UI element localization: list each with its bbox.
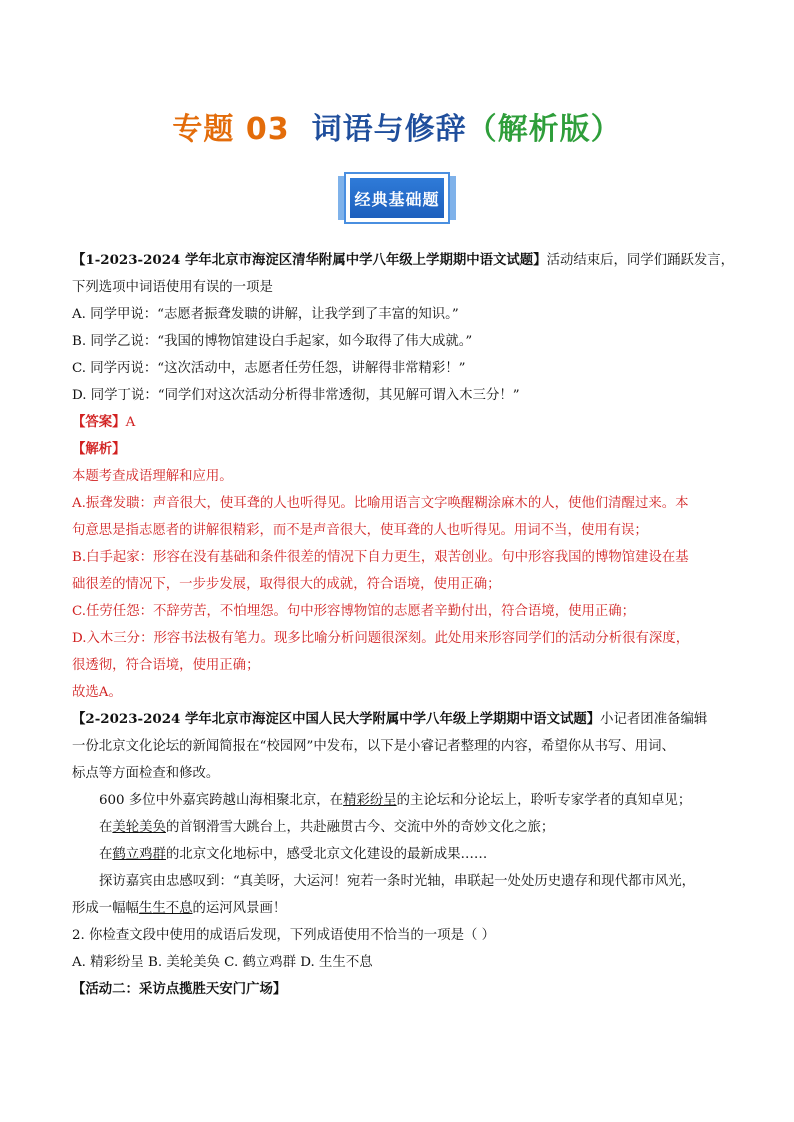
analysis-line: 础很差的情况下，一步步发展，取得很大的成就，符合语境，使用正确； [72,577,501,592]
passage-text: 形成一幅幅 [72,901,139,916]
q2-intro-b: 一份北京文化论坛的新闻简报在“校园网”中发布，以下是小睿记者整理的内容，希望你从书写、用词、 [72,739,675,754]
underlined-idiom: 精彩纷呈 [343,793,397,808]
passage-text: 在 [99,847,113,862]
analysis-label: 【解析】 [72,441,126,457]
q1-source: 【1-2023-2024 学年北京市海淀区清华附属中学八年级上学期期中语文试题】 [72,252,547,268]
analysis-conclusion: 故选A。 [72,685,122,700]
document-body [72,247,735,1003]
passage-text: 的首钢滑雪大跳台上，共赴融贯古今、交流中外的奇妙文化之旅； [165,820,555,835]
analysis-line: 很透彻，符合语境，使用正确； [72,658,260,673]
passage-paragraph-4: 探访嘉宾由忠感叹到：“真美呀，大运河！宛若一条时光轴，串联起一处处历史遗存和现代都市风光， [99,874,696,889]
analysis-line: C.任劳任怨：不辞劳苦，不怕埋怨。句中形容博物馆的志愿者辛勤付出，符合语境，使用正确； [72,604,636,619]
analysis-line: B.白手起家：形容在没有基础和条件很差的情况下自力更生，艰苦创业。句中形容我国的博物馆建设在基 [72,550,689,565]
q1-option-d: D. 同学丁说：“同学们对这次活动分析得非常透彻，其见解可谓入木三分！” [72,388,520,403]
section-badge-container [0,172,794,224]
passage-paragraph-4-cont [72,895,722,922]
q1-stem-a: 活动结束后，同学们踊跃发言， [546,253,735,268]
underlined-idiom: 生生不息 [138,901,193,916]
q2-intro-c: 标点等方面检查和修改。 [72,766,220,781]
passage-paragraph-1 [72,787,722,814]
passage-paragraph-2 [72,814,722,841]
q1-option-c: C. 同学丙说：“这次活动中，志愿者任劳任怨，讲解得非常精彩！” [72,361,466,376]
underlined-idiom: 鹤立鸡群 [112,847,166,862]
analysis-line: D.入木三分：形容书法极有笔力。现多比喻分析问题很深刻。此处用来形容同学们的活动分析很有深度， [72,631,690,646]
passage-text: 的运河风景画！ [192,901,287,916]
q1-option-b: B. 同学乙说：“我国的博物馆建设白手起家，如今取得了伟大成就。” [72,334,473,349]
title-topic-number: 专题 03 [172,112,290,147]
passage-text: 在 [99,820,113,835]
analysis-line: A.振聋发聩：声音很大，使耳聋的人也听得见。比喻用语言文字唤醒糊涂麻木的人，使他们清醒过来。本 [72,496,689,511]
q1-answer [72,409,722,436]
q2-question: 2. 你检查文段中使用的成语后发现，下列成语使用不恰当的一项是（ ） [72,928,496,943]
q1-header [72,247,735,274]
answer-label: 【答案】 [72,414,126,430]
q2-intro-a: 小记者团准备编辑 [600,712,708,727]
q1-stem-b: 下列选项中词语使用有误的一项是 [72,280,273,295]
section-badge [338,172,456,224]
analysis-line: 句意思是指志愿者的讲解很精彩，而不是声音很大，使耳聋的人也听得见。用词不当，使用有误； [72,523,648,538]
badge-label: 经典基础题 [350,178,444,218]
q2-options: A. 精彩纷呈 B. 美轮美奂 C. 鹤立鸡群 D. 生生不息 [72,955,373,970]
passage-text: 的主论坛和分论坛上，聆听专家学者的真知卓见； [396,793,692,808]
answer-value: A [125,415,136,430]
page-title [0,104,794,148]
underlined-idiom: 美轮美奂 [112,820,166,835]
title-edition: （解析版） [466,112,622,147]
activity-heading: 【活动二：采访点揽胜天安门广场】 [72,981,287,997]
passage-paragraph-3 [72,841,722,868]
passage-text: 600 多位中外嘉宾跨越山海相聚北京，在 [99,793,344,808]
q1-option-a: A. 同学甲说：“志愿者振聋发聩的讲解，让我学到了丰富的知识。” [72,307,459,322]
analysis-line: 本题考查成语理解和应用。 [72,469,233,484]
passage-text: 的北京文化地标中，感受北京文化建设的最新成果…… [165,847,488,862]
q2-header [72,706,722,733]
q2-source: 【2-2023-2024 学年北京市海淀区中国人民大学附属中学八年级上学期期中语文试题】 [72,711,601,727]
title-topic-name: 词语与修辞 [311,112,467,147]
